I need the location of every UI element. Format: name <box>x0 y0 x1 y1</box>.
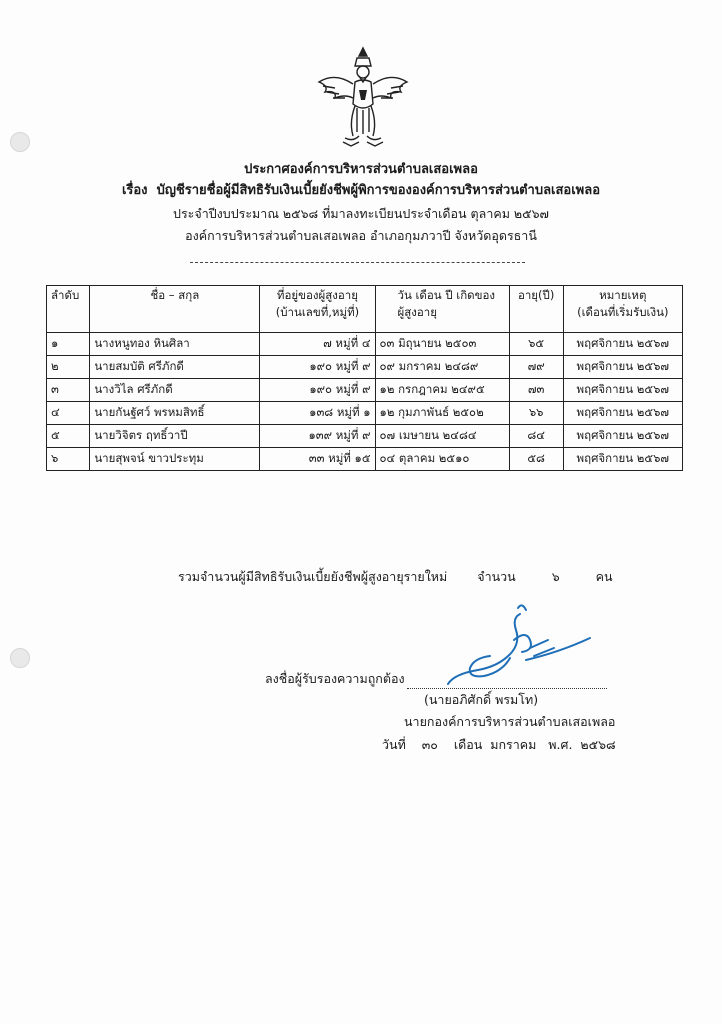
row-note: พฤศจิกายน ๒๕๖๗ <box>563 402 682 425</box>
table-row <box>47 448 683 471</box>
subject-line <box>0 181 722 201</box>
row-age: ๖๕ <box>509 333 563 356</box>
row-address: ๓๓ หมู่ที่ ๑๕ <box>260 448 375 471</box>
row-note: พฤศจิกายน ๒๕๖๗ <box>563 356 682 379</box>
summary-line <box>178 567 613 587</box>
row-name: นายสมบัติ ศรีภักดี <box>90 356 260 379</box>
signer-name: (นายอภิศักดิ์ พรมโท) <box>424 692 539 707</box>
row-no: ๑ <box>47 333 90 356</box>
row-name: นางวิไล ศรีภักดี <box>90 379 260 402</box>
row-no: ๔ <box>47 402 90 425</box>
fiscal-line: ประจำปีงบประมาณ ๒๕๖๘ ที่มาลงทะเบียนประจำเดือน ตุลาคม ๒๕๖๗ <box>173 206 549 221</box>
table-row <box>47 379 683 402</box>
row-address: ๗ หมู่ที่ ๔ <box>260 333 375 356</box>
sign-date <box>382 735 616 755</box>
certify-line <box>265 669 607 689</box>
garuda-emblem-icon <box>315 42 411 152</box>
table-header-row <box>47 286 683 333</box>
row-note: พฤศจิกายน ๒๕๖๗ <box>563 448 682 471</box>
table-row <box>47 402 683 425</box>
row-name: นางหนูทอง หินศิลา <box>90 333 260 356</box>
certify-label: ลงชื่อผู้รับรองความถูกต้อง <box>265 671 405 686</box>
table-row <box>47 425 683 448</box>
row-address: ๑๙๐ หมู่ที่ ๙ <box>260 356 375 379</box>
date-label: วันที่ <box>382 737 406 752</box>
row-age: ๗๓ <box>509 379 563 402</box>
header-name: ชื่อ – สกุล <box>90 286 260 333</box>
summary-unit: คน <box>595 569 613 584</box>
subject-label: เรื่อง <box>121 183 148 198</box>
row-no: ๓ <box>47 379 90 402</box>
announcement-title: ประกาศองค์การบริหารส่วนตำบลเสอเพลอ <box>244 162 478 177</box>
signature-dotted-line <box>407 674 607 689</box>
header-no: ลำดับ <box>47 286 90 333</box>
header-note-line2: (เดือนที่เริ่มรับเงิน) <box>577 305 669 319</box>
row-birth: ๐๗ เมษายน ๒๔๘๔ <box>375 425 509 448</box>
punch-hole <box>10 648 30 668</box>
date-day: ๓๐ <box>421 737 438 752</box>
row-birth: ๑๒ กรกฎาคม ๒๔๙๕ <box>375 379 509 402</box>
header-address-line1: ที่อยู่ของผู้สูงอายุ <box>276 288 358 302</box>
row-no: ๖ <box>47 448 90 471</box>
signer-position: นายกองค์การบริหารส่วนตำบลเสอเพลอ <box>404 714 616 729</box>
table-row <box>47 333 683 356</box>
header-birth <box>375 286 509 333</box>
summary-text: รวมจำนวนผู้มีสิทธิรับเงินเบี้ยยังชีพผู้สูงอายุรายใหม่ <box>178 569 448 584</box>
row-age: ๕๘ <box>509 448 563 471</box>
divider <box>190 262 525 263</box>
date-year: ๒๕๖๘ <box>580 737 616 752</box>
header-age: อายุ(ปี) <box>509 286 563 333</box>
row-name: นายวิจิตร ฤทธิ์วาปี <box>90 425 260 448</box>
row-address: ๑๓๙ หมู่ที่ ๙ <box>260 425 375 448</box>
row-age: ๘๔ <box>509 425 563 448</box>
punch-hole <box>10 132 30 152</box>
row-age: ๗๙ <box>509 356 563 379</box>
row-address: ๑๙๐ หมู่ที่ ๙ <box>260 379 375 402</box>
row-birth: ๐๙ มกราคม ๒๔๘๙ <box>375 356 509 379</box>
header-note-line1: หมายเหตุ <box>599 288 647 302</box>
row-name: นายกันฐัศว์ พรหมสิทธิ์ <box>90 402 260 425</box>
org-line: องค์การบริหารส่วนตำบลเสอเพลอ อำเภอกุมภวาปี จังหวัดอุดรธานี <box>185 228 537 243</box>
date-month-label: เดือน <box>453 737 483 752</box>
summary-count: ๖ <box>551 569 560 584</box>
row-no: ๕ <box>47 425 90 448</box>
row-note: พฤศจิกายน ๒๕๖๗ <box>563 333 682 356</box>
row-no: ๒ <box>47 356 90 379</box>
beneficiary-table <box>46 285 683 471</box>
subject-text: บัญชีรายชื่อผู้มีสิทธิรับเงินเบี้ยยังชีพผู้พิการขององค์การบริหารส่วนตำบลเสอเพลอ <box>156 183 601 198</box>
header-birth-line1: วัน เดือน ปี เกิดของ <box>397 288 496 302</box>
summary-count-label: จำนวน <box>477 569 516 584</box>
row-birth: ๑๒ กุมภาพันธ์ ๒๕๐๒ <box>375 402 509 425</box>
row-note: พฤศจิกายน ๒๕๖๗ <box>563 425 682 448</box>
table-row <box>47 356 683 379</box>
row-birth: ๐๓ มิถุนายน ๒๕๐๓ <box>375 333 509 356</box>
row-birth: ๐๔ ตุลาคม ๒๕๑๐ <box>375 448 509 471</box>
date-year-label: พ.ศ. <box>548 737 573 752</box>
header-address-line2: (บ้านเลขที่,หมู่ที่) <box>275 305 360 319</box>
row-name: นายสุพจน์ ขาวประทุม <box>90 448 260 471</box>
row-note: พฤศจิกายน ๒๕๖๗ <box>563 379 682 402</box>
row-address: ๑๓๘ หมู่ที่ ๑ <box>260 402 375 425</box>
header-note <box>563 286 682 333</box>
header-birth-line2: ผู้สูงอายุ <box>397 305 438 319</box>
row-age: ๖๖ <box>509 402 563 425</box>
date-month: มกราคม <box>490 737 537 752</box>
header-address <box>260 286 375 333</box>
